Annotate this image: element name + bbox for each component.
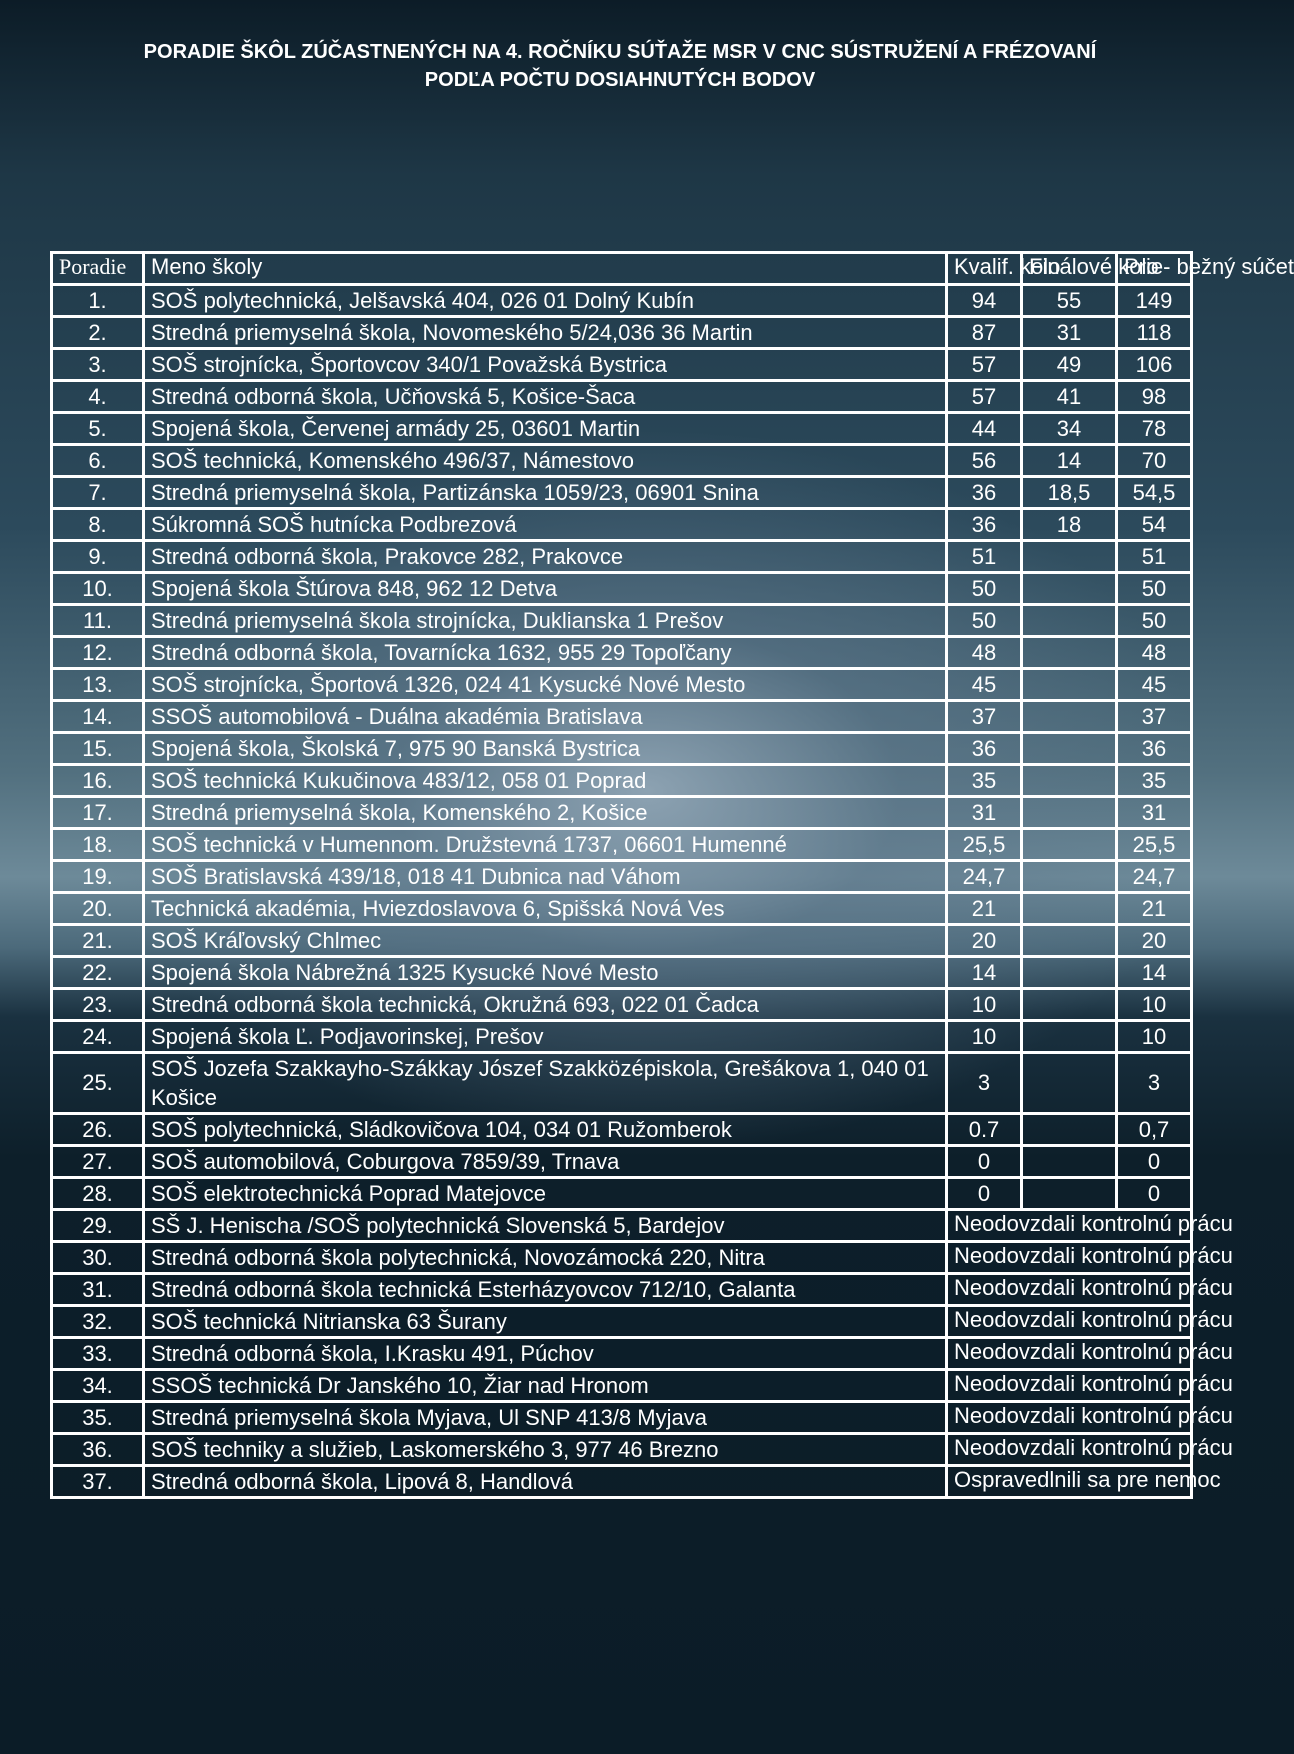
rank-cell: 27. [52, 1146, 144, 1178]
table-row [52, 541, 1192, 573]
final-score-cell [1022, 957, 1117, 989]
total-score-cell: 0,7 [1117, 1114, 1192, 1146]
final-score-cell [1022, 541, 1117, 573]
qualification-score-cell: 57 [947, 349, 1022, 381]
status-note-cell: Neodovzdali kontrolnú prácu [947, 1434, 1192, 1466]
qualification-score-cell: 3 [947, 1053, 1022, 1114]
column-header-rank: Poradie [52, 253, 144, 285]
table-row [52, 317, 1192, 349]
rank-cell: 21. [52, 925, 144, 957]
rank-cell: 10. [52, 573, 144, 605]
qualification-score-cell: 56 [947, 445, 1022, 477]
rank-cell: 30. [52, 1242, 144, 1274]
final-score-cell: 14 [1022, 445, 1117, 477]
final-score-cell [1022, 861, 1117, 893]
qualification-score-cell: 37 [947, 701, 1022, 733]
rank-cell: 12. [52, 637, 144, 669]
qualification-score-cell: 14 [947, 957, 1022, 989]
rank-cell: 33. [52, 1338, 144, 1370]
rank-cell: 17. [52, 797, 144, 829]
final-score-cell [1022, 829, 1117, 861]
total-score-cell: 3 [1117, 1053, 1192, 1114]
rank-cell: 34. [52, 1370, 144, 1402]
total-score-cell: 50 [1117, 573, 1192, 605]
rank-cell: 14. [52, 701, 144, 733]
table-header-row [52, 253, 1192, 285]
status-note-cell: Neodovzdali kontrolnú prácu [947, 1338, 1192, 1370]
qualification-score-cell: 31 [947, 797, 1022, 829]
school-name-cell: Spojená škola, Červenej armády 25, 03601 Martin [144, 413, 947, 445]
table-row [52, 669, 1192, 701]
qualification-score-cell: 10 [947, 1021, 1022, 1053]
final-score-cell [1022, 605, 1117, 637]
qualification-score-cell: 0 [947, 1146, 1022, 1178]
table-row [52, 1146, 1192, 1178]
rank-cell: 37. [52, 1466, 144, 1498]
table-row [52, 701, 1192, 733]
total-score-cell: 45 [1117, 669, 1192, 701]
rank-cell: 26. [52, 1114, 144, 1146]
total-score-cell: 10 [1117, 989, 1192, 1021]
status-note-cell: Neodovzdali kontrolnú prácu [947, 1306, 1192, 1338]
school-name-cell: Súkromná SOŠ hutnícka Podbrezová [144, 509, 947, 541]
qualification-score-cell: 50 [947, 605, 1022, 637]
table-row [52, 797, 1192, 829]
school-name-cell: Stredná priemyselná škola Myjava, Ul SNP 413/8 Myjava [144, 1402, 947, 1434]
total-score-cell: 24,7 [1117, 861, 1192, 893]
table-row [52, 861, 1192, 893]
status-note-cell: Neodovzdali kontrolnú prácu [947, 1370, 1192, 1402]
table-row [52, 1053, 1192, 1114]
qualification-score-cell: 57 [947, 381, 1022, 413]
school-name-cell: Spojená škola Ľ. Podjavorinskej, Prešov [144, 1021, 947, 1053]
table-row [52, 1370, 1192, 1402]
qualification-score-cell: 51 [947, 541, 1022, 573]
table-row [52, 1466, 1192, 1498]
school-name-cell: Stredná odborná škola, Lipová 8, Handlová [144, 1466, 947, 1498]
final-score-cell [1022, 797, 1117, 829]
school-name-cell: Stredná odborná škola technická Esterházyovcov 712/10, Galanta [144, 1274, 947, 1306]
school-name-cell: SOŠ strojnícka, Športová 1326, 024 41 Kysucké Nové Mesto [144, 669, 947, 701]
table-row [52, 477, 1192, 509]
table-row [52, 445, 1192, 477]
rank-cell: 11. [52, 605, 144, 637]
rank-cell: 15. [52, 733, 144, 765]
qualification-score-cell: 10 [947, 989, 1022, 1021]
table-row [52, 637, 1192, 669]
school-name-cell: Stredná odborná škola, I.Krasku 491, Púchov [144, 1338, 947, 1370]
table-row [52, 413, 1192, 445]
table-row [52, 1338, 1192, 1370]
final-score-cell: 31 [1022, 317, 1117, 349]
qualification-score-cell: 36 [947, 509, 1022, 541]
rank-cell: 2. [52, 317, 144, 349]
final-score-cell [1022, 765, 1117, 797]
total-score-cell: 54 [1117, 509, 1192, 541]
final-score-cell [1022, 637, 1117, 669]
qualification-score-cell: 0.7 [947, 1114, 1022, 1146]
final-score-cell [1022, 1178, 1117, 1210]
total-score-cell: 98 [1117, 381, 1192, 413]
table-row [52, 957, 1192, 989]
school-name-cell: Stredná priemyselná škola strojnícka, Duklianska 1 Prešov [144, 605, 947, 637]
table-row [52, 1114, 1192, 1146]
final-score-cell [1022, 1146, 1117, 1178]
table-row [52, 925, 1192, 957]
rank-cell: 4. [52, 381, 144, 413]
rank-cell: 16. [52, 765, 144, 797]
status-note-cell: Neodovzdali kontrolnú prácu [947, 1402, 1192, 1434]
table-row [52, 1434, 1192, 1466]
school-name-cell: Stredná priemyselná škola, Komenského 2, Košice [144, 797, 947, 829]
final-score-cell [1022, 1021, 1117, 1053]
school-name-cell: SOŠ Bratislavská 439/18, 018 41 Dubnica nad Váhom [144, 861, 947, 893]
total-score-cell: 25,5 [1117, 829, 1192, 861]
school-name-cell: Stredná odborná škola polytechnická, Novozámocká 220, Nitra [144, 1242, 947, 1274]
table-row [52, 285, 1192, 317]
total-score-cell: 35 [1117, 765, 1192, 797]
rank-cell: 5. [52, 413, 144, 445]
total-score-cell: 36 [1117, 733, 1192, 765]
school-name-cell: SOŠ polytechnická, Jelšavská 404, 026 01 Dolný Kubín [144, 285, 947, 317]
table-row [52, 1306, 1192, 1338]
rank-cell: 31. [52, 1274, 144, 1306]
final-score-cell: 18,5 [1022, 477, 1117, 509]
school-name-cell: SSOŠ technická Dr Janského 10, Žiar nad Hronom [144, 1370, 947, 1402]
school-name-cell: SOŠ strojnícka, Športovcov 340/1 Považská Bystrica [144, 349, 947, 381]
status-note-cell: Neodovzdali kontrolnú prácu [947, 1274, 1192, 1306]
school-name-cell: SOŠ technická Nitrianska 63 Šurany [144, 1306, 947, 1338]
table-row [52, 1210, 1192, 1242]
table-row [52, 989, 1192, 1021]
table-row [52, 829, 1192, 861]
school-name-cell: Stredná priemyselná škola, Novomeského 5/24,036 36 Martin [144, 317, 947, 349]
school-name-cell: Technická akadémia, Hviezdoslavova 6, Spišská Nová Ves [144, 893, 947, 925]
school-name-cell: SŠ J. Henischa /SOŠ polytechnická Slovenská 5, Bardejov [144, 1210, 947, 1242]
table-row [52, 733, 1192, 765]
qualification-score-cell: 36 [947, 733, 1022, 765]
total-score-cell: 51 [1117, 541, 1192, 573]
rank-cell: 1. [52, 285, 144, 317]
total-score-cell: 48 [1117, 637, 1192, 669]
total-score-cell: 31 [1117, 797, 1192, 829]
final-score-cell [1022, 1114, 1117, 1146]
rank-cell: 25. [52, 1053, 144, 1114]
total-score-cell: 14 [1117, 957, 1192, 989]
rank-cell: 6. [52, 445, 144, 477]
status-note-cell: Neodovzdali kontrolnú prácu [947, 1210, 1192, 1242]
total-score-cell: 149 [1117, 285, 1192, 317]
school-name-cell: SOŠ technická v Humennom. Družstevná 1737, 06601 Humenné [144, 829, 947, 861]
final-score-cell [1022, 925, 1117, 957]
page-title [0, 38, 1240, 94]
school-name-cell: SOŠ Jozefa Szakkayho-Szákkay Jószef Szakközépiskola, Grešákova 1, 040 01 Košice [144, 1053, 947, 1114]
total-score-cell: 118 [1117, 317, 1192, 349]
column-header-final-round: Finálové kolo [1022, 253, 1117, 285]
final-score-cell: 55 [1022, 285, 1117, 317]
total-score-cell: 37 [1117, 701, 1192, 733]
final-score-cell [1022, 893, 1117, 925]
school-name-cell: SOŠ polytechnická, Sládkovičova 104, 034 01 Ružomberok [144, 1114, 947, 1146]
qualification-score-cell: 50 [947, 573, 1022, 605]
school-name-cell: SOŠ elektrotechnická Poprad Matejovce [144, 1178, 947, 1210]
final-score-cell: 49 [1022, 349, 1117, 381]
rank-cell: 28. [52, 1178, 144, 1210]
table-row [52, 381, 1192, 413]
table-row [52, 1402, 1192, 1434]
total-score-cell: 78 [1117, 413, 1192, 445]
qualification-score-cell: 0 [947, 1178, 1022, 1210]
total-score-cell: 0 [1117, 1178, 1192, 1210]
total-score-cell: 70 [1117, 445, 1192, 477]
school-name-cell: Stredná odborná škola, Tovarnícka 1632, 955 29 Topoľčany [144, 637, 947, 669]
total-score-cell: 10 [1117, 1021, 1192, 1053]
rank-cell: 35. [52, 1402, 144, 1434]
status-note-cell: Neodovzdali kontrolnú prácu [947, 1242, 1192, 1274]
qualification-score-cell: 24,7 [947, 861, 1022, 893]
total-score-cell: 106 [1117, 349, 1192, 381]
table-row [52, 1178, 1192, 1210]
total-score-cell: 50 [1117, 605, 1192, 637]
rank-cell: 20. [52, 893, 144, 925]
page-title-line-1: PORADIE ŠKÔL ZÚČASTNENÝCH NA 4. ROČNÍKU SÚŤAŽE MSR V CNC SÚSTRUŽENÍ A FRÉZOVANÍ [143, 41, 1097, 63]
school-name-cell: Stredná priemyselná škola, Partizánska 1059/23, 06901 Snina [144, 477, 947, 509]
final-score-cell [1022, 669, 1117, 701]
status-note-cell: Ospravedlnili sa pre nemoc [947, 1466, 1192, 1498]
qualification-score-cell: 25,5 [947, 829, 1022, 861]
rank-cell: 3. [52, 349, 144, 381]
total-score-cell: 21 [1117, 893, 1192, 925]
qualification-score-cell: 87 [947, 317, 1022, 349]
rank-cell: 18. [52, 829, 144, 861]
total-score-cell: 54,5 [1117, 477, 1192, 509]
school-name-cell: Spojená škola, Školská 7, 975 90 Banská Bystrica [144, 733, 947, 765]
table-row [52, 765, 1192, 797]
ranking-table [50, 251, 1294, 1499]
rank-cell: 8. [52, 509, 144, 541]
qualification-score-cell: 20 [947, 925, 1022, 957]
total-score-cell: 20 [1117, 925, 1192, 957]
table-row [52, 573, 1192, 605]
school-name-cell: SOŠ technická Kukučinova 483/12, 058 01 Poprad [144, 765, 947, 797]
total-score-cell: 0 [1117, 1146, 1192, 1178]
qualification-score-cell: 48 [947, 637, 1022, 669]
final-score-cell: 34 [1022, 413, 1117, 445]
rank-cell: 13. [52, 669, 144, 701]
table-row [52, 1021, 1192, 1053]
page-title-line-2: PODĽA POČTU DOSIAHNUTÝCH BODOV [424, 69, 816, 91]
final-score-cell [1022, 573, 1117, 605]
final-score-cell [1022, 989, 1117, 1021]
table-row [52, 1274, 1192, 1306]
school-name-cell: SOŠ automobilová, Coburgova 7859/39, Trnava [144, 1146, 947, 1178]
rank-cell: 29. [52, 1210, 144, 1242]
table-row [52, 605, 1192, 637]
qualification-score-cell: 94 [947, 285, 1022, 317]
school-name-cell: Spojená škola Nábrežná 1325 Kysucké Nové Mesto [144, 957, 947, 989]
school-name-cell: SSOŠ automobilová - Duálna akadémia Bratislava [144, 701, 947, 733]
table-row [52, 509, 1192, 541]
rank-cell: 7. [52, 477, 144, 509]
qualification-score-cell: 45 [947, 669, 1022, 701]
school-name-cell: Stredná odborná škola technická, Okružná 693, 022 01 Čadca [144, 989, 947, 1021]
final-score-cell [1022, 1053, 1117, 1114]
qualification-score-cell: 35 [947, 765, 1022, 797]
rank-cell: 32. [52, 1306, 144, 1338]
rank-cell: 22. [52, 957, 144, 989]
school-name-cell: SOŠ technická, Komenského 496/37, Námestovo [144, 445, 947, 477]
qualification-score-cell: 21 [947, 893, 1022, 925]
school-name-cell: Spojená škola Štúrova 848, 962 12 Detva [144, 573, 947, 605]
school-name-cell: SOŠ Kráľovský Chlmec [144, 925, 947, 957]
school-name-cell: Stredná odborná škola, Učňovská 5, Košice-Šaca [144, 381, 947, 413]
rank-cell: 23. [52, 989, 144, 1021]
rank-cell: 36. [52, 1434, 144, 1466]
school-name-cell: Stredná odborná škola, Prakovce 282, Prakovce [144, 541, 947, 573]
qualification-score-cell: 36 [947, 477, 1022, 509]
column-header-qualification-round: Kvalif. kolo [947, 253, 1022, 285]
final-score-cell [1022, 733, 1117, 765]
rank-cell: 9. [52, 541, 144, 573]
table-row [52, 893, 1192, 925]
final-score-cell [1022, 701, 1117, 733]
column-header-running-total: Prie- bežný súčet [1117, 253, 1192, 285]
column-header-school: Meno školy [144, 253, 947, 285]
table-row [52, 1242, 1192, 1274]
table-body [52, 285, 1233, 1498]
rank-cell: 24. [52, 1021, 144, 1053]
school-name-cell: SOŠ techniky a služieb, Laskomerského 3, 977 46 Brezno [144, 1434, 947, 1466]
table-row [52, 349, 1192, 381]
qualification-score-cell: 44 [947, 413, 1022, 445]
final-score-cell: 41 [1022, 381, 1117, 413]
rank-cell: 19. [52, 861, 144, 893]
final-score-cell: 18 [1022, 509, 1117, 541]
